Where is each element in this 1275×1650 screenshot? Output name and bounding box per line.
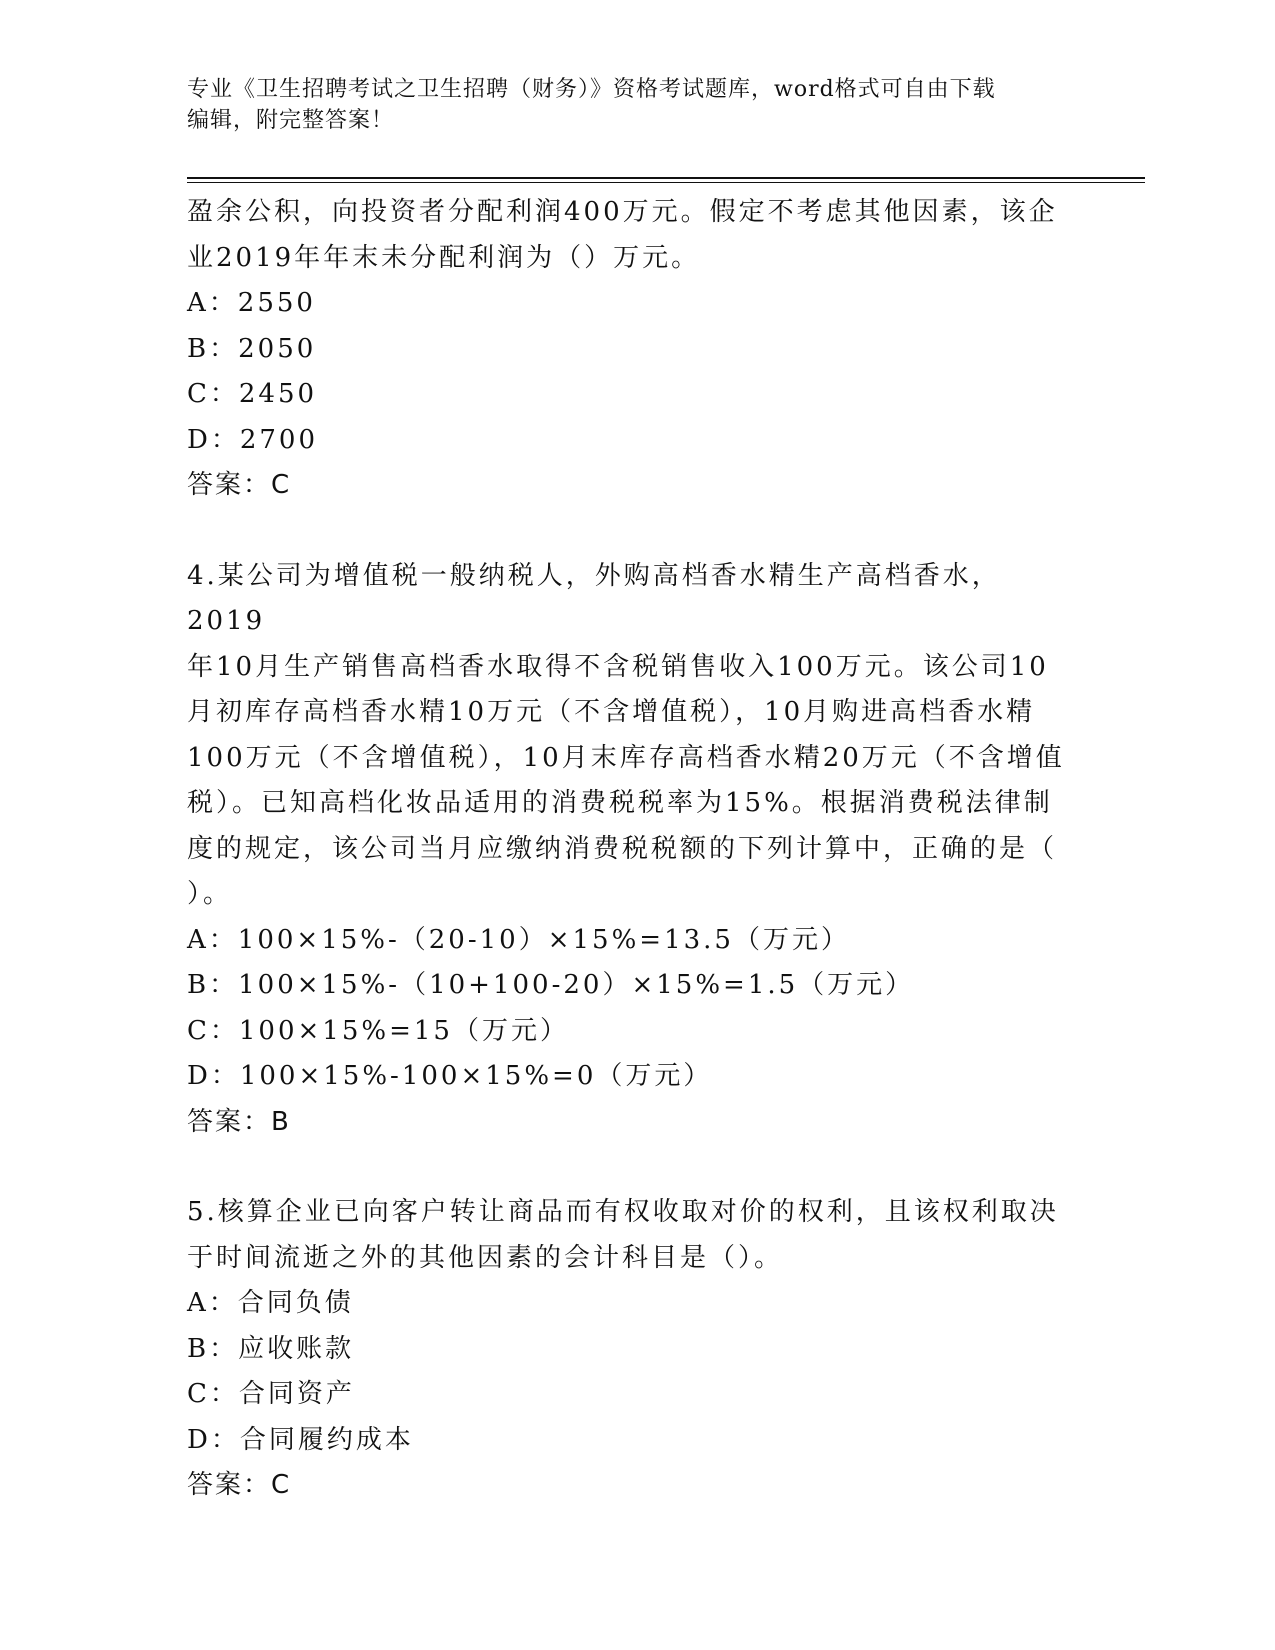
- question-5-option-d: D：合同履约成本: [187, 1424, 414, 1455]
- question-4-text-line-1: 4.某公司为增值税一般纳税人，外购高档香水精生产高档香水，2019: [187, 560, 1001, 636]
- question-5-option-a: A：合同负债: [187, 1288, 354, 1318]
- question-5-text-line-2: 于时间流逝之外的其他因素的会计科目是（）。: [187, 1242, 784, 1273]
- question-3-text-line-2: 业2019年年末未分配利润为（）万元。: [187, 242, 701, 273]
- question-4-option-c: C：100×15%=15（万元）: [187, 1015, 569, 1046]
- question-4-text-line-4: 100万元（不含增值税），10月末库存高档香水精20万元（不含增值: [187, 742, 1065, 773]
- question-content: [187, 190, 1067, 1509]
- question-5-text-line-1: 5.核算企业已向客户转让商品而有权收取对价的权利，且该权利取决: [187, 1197, 1059, 1227]
- question-3-option-b: B：2050: [187, 333, 317, 364]
- question-4-option-a: A：100×15%-（20-10）×15%=13.5（万元）: [187, 924, 850, 955]
- question-4-answer: 答案：B: [187, 1106, 291, 1137]
- header-title-line-2: 编辑，附完整答案！: [187, 108, 395, 133]
- question-4-text-line-5: 税）。已知高档化妆品适用的消费税税率为15%。根据消费税法律制: [187, 788, 1053, 818]
- spacer: [187, 1145, 1067, 1190]
- question-3-option-d: D：2700: [187, 424, 319, 455]
- question-4-text-line-2: 年10月生产销售高档香水取得不含税销售收入100万元。该公司10: [187, 651, 1049, 682]
- question-4: [187, 554, 1067, 1146]
- question-3: [187, 190, 1067, 509]
- question-4-option-d: D：100×15%-100×15%=0（万元）: [187, 1061, 713, 1091]
- question-5-option-b: B：应收账款: [187, 1333, 355, 1364]
- document-header: [187, 74, 1087, 136]
- question-4-option-b: B：100×15%-（10+100-20）×15%=1.5（万元）: [187, 970, 915, 1000]
- header-rule-thick: [187, 177, 1145, 179]
- header-title-line-1: 专业《卫生招聘考试之卫生招聘（财务）》资格考试题库，word格式可自由下载: [187, 77, 996, 102]
- question-5-option-c: C：合同资产: [187, 1379, 355, 1409]
- header-rule-thin: [187, 182, 1145, 183]
- question-4-text-line-3: 月初库存高档香水精10万元（不含增值税），10月购进高档香水精: [187, 697, 1036, 727]
- question-4-text-line-6: 度的规定，该公司当月应缴纳消费税税额的下列计算中，正确的是（: [187, 833, 1058, 864]
- question-3-option-c: C：2450: [187, 379, 318, 409]
- question-4-text-line-7: ）。: [187, 879, 233, 909]
- question-3-answer: 答案：C: [187, 470, 292, 500]
- question-5-answer: 答案：C: [187, 1470, 292, 1500]
- spacer: [187, 509, 1067, 554]
- question-3-text-line-1: 盈余公积，向投资者分配利润400万元。假定不考虑其他因素，该企: [187, 197, 1058, 227]
- question-5: [187, 1190, 1067, 1509]
- question-3-option-a: A：2550: [187, 288, 316, 318]
